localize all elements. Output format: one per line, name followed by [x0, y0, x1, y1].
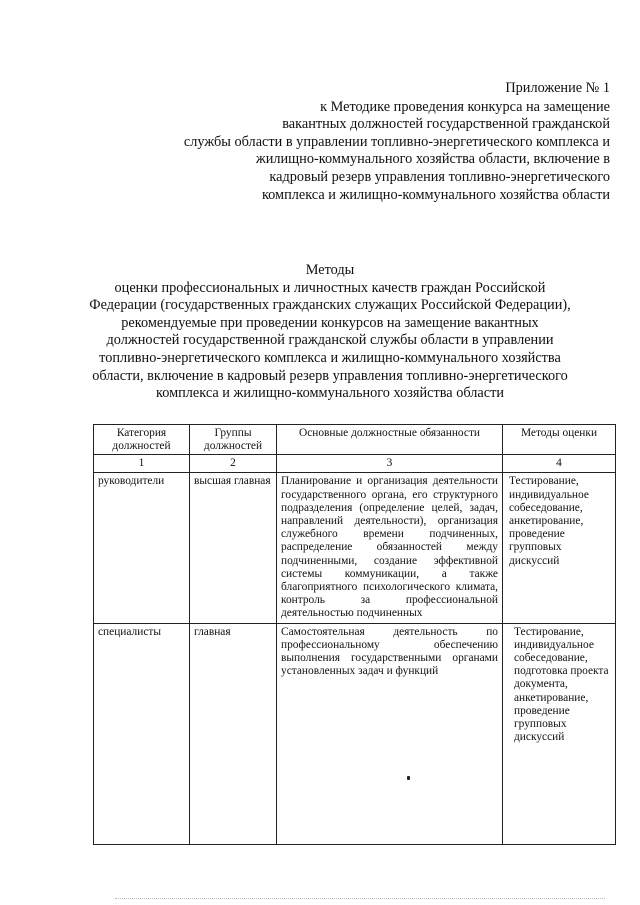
appendix-line: жилищно-коммунального хозяйства области, включение в [255, 151, 610, 168]
category-cell: руководители [94, 473, 190, 623]
scan-edge-artifact [115, 898, 605, 901]
title-line: оценки профессиональных и личностных качеств граждан Российской [114, 279, 546, 296]
appendix-line: службы области в управлении топливно-энергетического комплекса и [183, 133, 610, 150]
column-number: 2 [190, 455, 277, 473]
duties-cell: Планирование и организация деятельности государственного органа, его структурного подразделения (определение целей, задач, направлений деятельности), организация служебного времени подчиненных, распределение обязанностей между подчиненными, создание эффективной системы коммуникации, а также благоприятного психологического климата, контроль за профессиональной деятельностью подчиненных [277, 473, 503, 623]
appendix-line: кадровый резерв управления топливно-энергетического [269, 168, 610, 185]
groups-cell: главная [190, 623, 277, 844]
title-line: должностей государственной гражданской службы области в управлении [106, 332, 554, 349]
column-number: 3 [277, 455, 503, 473]
appendix-line: комплекса и жилищно-коммунального хозяйства области [261, 186, 610, 203]
category-cell: специалисты [94, 623, 190, 844]
header-category: Категория должностей [94, 425, 190, 455]
column-number: 1 [94, 455, 190, 473]
header-methods: Методы оценки [503, 425, 616, 455]
title-line: топливно-энергетического комплекса и жилищно-коммунального хозяйства [99, 349, 561, 366]
table-header-row [94, 425, 616, 455]
methods-cell: Тестирование, индивидуальное собеседование, анкетирование, проведение групповых дискуссий [503, 473, 616, 623]
appendix-number: Приложение № 1 [505, 80, 610, 96]
appendix-line: вакантных должностей государственной гражданской [282, 116, 610, 133]
table-row [94, 623, 616, 844]
appendix-header [140, 80, 610, 204]
column-number: 4 [503, 455, 616, 473]
title-line: области, включение в кадровый резерв управления топливно-энергетического [92, 367, 568, 384]
table-row [94, 473, 616, 623]
title-line: комплекса и жилищно-коммунального хозяйства области [155, 385, 505, 402]
header-groups: Группы должностей [190, 425, 277, 455]
title-heading: Методы [305, 262, 355, 278]
scan-mark [407, 776, 410, 780]
title-line: Федерации (государственных гражданских служащих Российской Федерации), [89, 297, 571, 314]
appendix-line: к Методике проведения конкурса на замещение [320, 98, 610, 115]
duties-cell: Самостоятельная деятельность по профессиональному обеспечению выполнения государственными органами установленных задач и функций [277, 623, 503, 844]
groups-cell: высшая главная [190, 473, 277, 623]
title-line: рекомендуемые при проведении конкурсов на замещение вакантных [121, 314, 539, 331]
methods-cell: Тестирование, индивидуальное собеседование, подготовка проекта документа, анкетирование, проведение групповых дискуссий [503, 623, 616, 844]
column-number-row [94, 455, 616, 473]
header-duties: Основные должностные обязанности [277, 425, 503, 455]
evaluation-methods-table [93, 424, 616, 845]
document-title [40, 262, 620, 403]
